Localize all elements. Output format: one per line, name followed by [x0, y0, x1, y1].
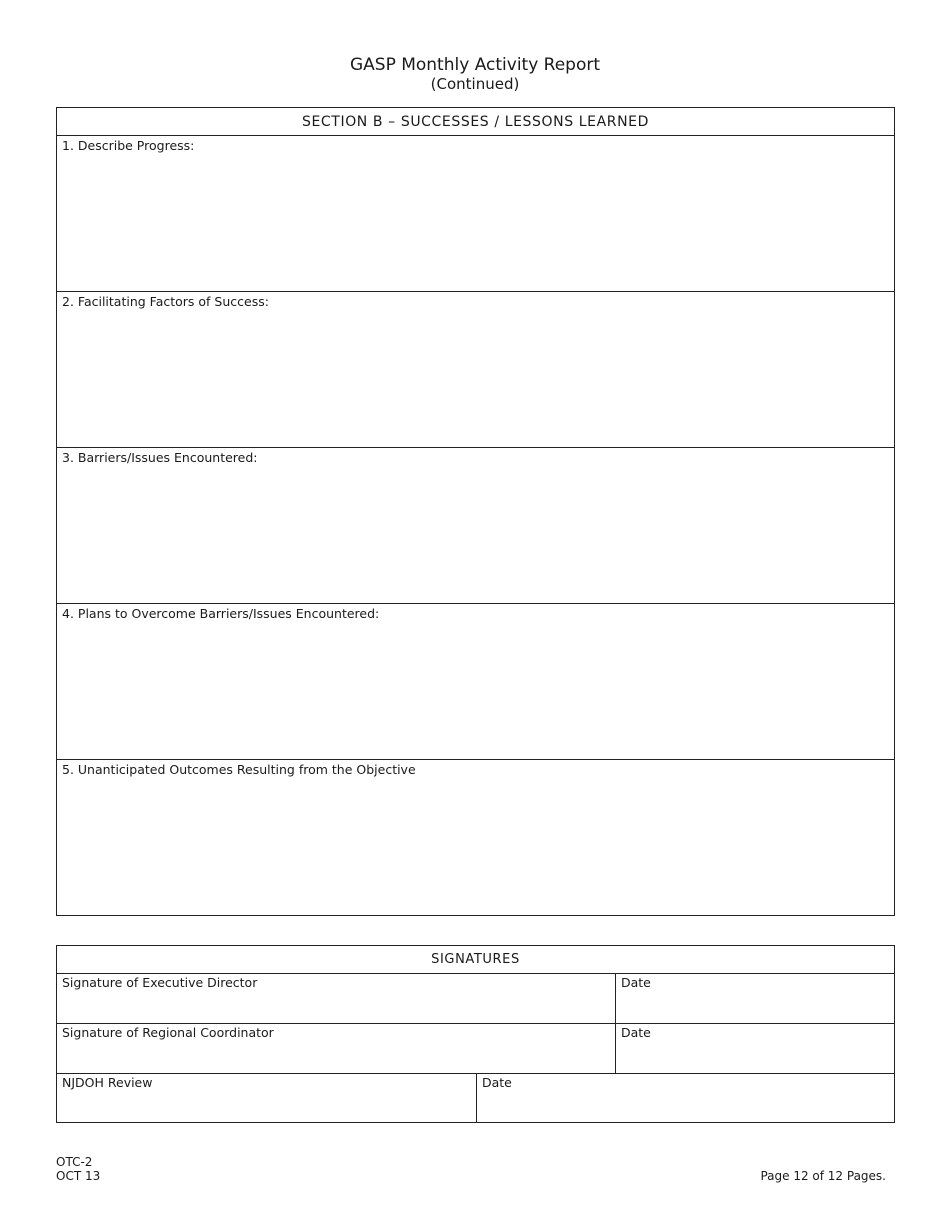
- describe-progress-field[interactable]: [57, 136, 894, 292]
- form-code: OTC-2: [56, 1155, 93, 1169]
- signature-row: [57, 974, 894, 1024]
- field-label: Date: [621, 975, 651, 990]
- page-subtitle: (Continued): [430, 75, 520, 93]
- field-label: 4. Plans to Overcome Barriers/Issues Encountered:: [62, 606, 380, 621]
- form-revision-date: OCT 13: [56, 1169, 101, 1183]
- barriers-issues-field[interactable]: [57, 448, 894, 604]
- unanticipated-outcomes-field[interactable]: [57, 760, 894, 915]
- field-label: Date: [621, 1025, 651, 1040]
- njdoh-review-field[interactable]: [57, 1074, 476, 1122]
- field-label: 3. Barriers/Issues Encountered:: [62, 450, 258, 465]
- section-b-heading: SECTION B – SUCCESSES / LESSONS LEARNED: [57, 108, 894, 136]
- regional-coordinator-signature-field[interactable]: [57, 1024, 615, 1073]
- field-label: 5. Unanticipated Outcomes Resulting from the Objective: [62, 762, 416, 777]
- page-title: GASP Monthly Activity Report: [349, 55, 601, 75]
- page-number: Page 12 of 12 Pages.: [760, 1169, 886, 1183]
- executive-director-date-field[interactable]: [615, 974, 894, 1023]
- signatures-heading: SIGNATURES: [57, 946, 894, 974]
- signature-row: [57, 1074, 894, 1122]
- facilitating-factors-field[interactable]: [57, 292, 894, 448]
- signatures-table: [56, 945, 895, 1123]
- field-label: NJDOH Review: [62, 1075, 153, 1090]
- field-label: Date: [482, 1075, 512, 1090]
- section-b-table: [56, 107, 895, 916]
- njdoh-review-date-field[interactable]: [476, 1074, 894, 1122]
- plans-overcome-barriers-field[interactable]: [57, 604, 894, 760]
- field-label: 2. Facilitating Factors of Success:: [62, 294, 269, 309]
- executive-director-signature-field[interactable]: [57, 974, 615, 1023]
- field-label: Signature of Executive Director: [62, 975, 258, 990]
- signature-row: [57, 1024, 894, 1074]
- field-label: Signature of Regional Coordinator: [62, 1025, 274, 1040]
- regional-coordinator-date-field[interactable]: [615, 1024, 894, 1073]
- field-label: 1. Describe Progress:: [62, 138, 195, 153]
